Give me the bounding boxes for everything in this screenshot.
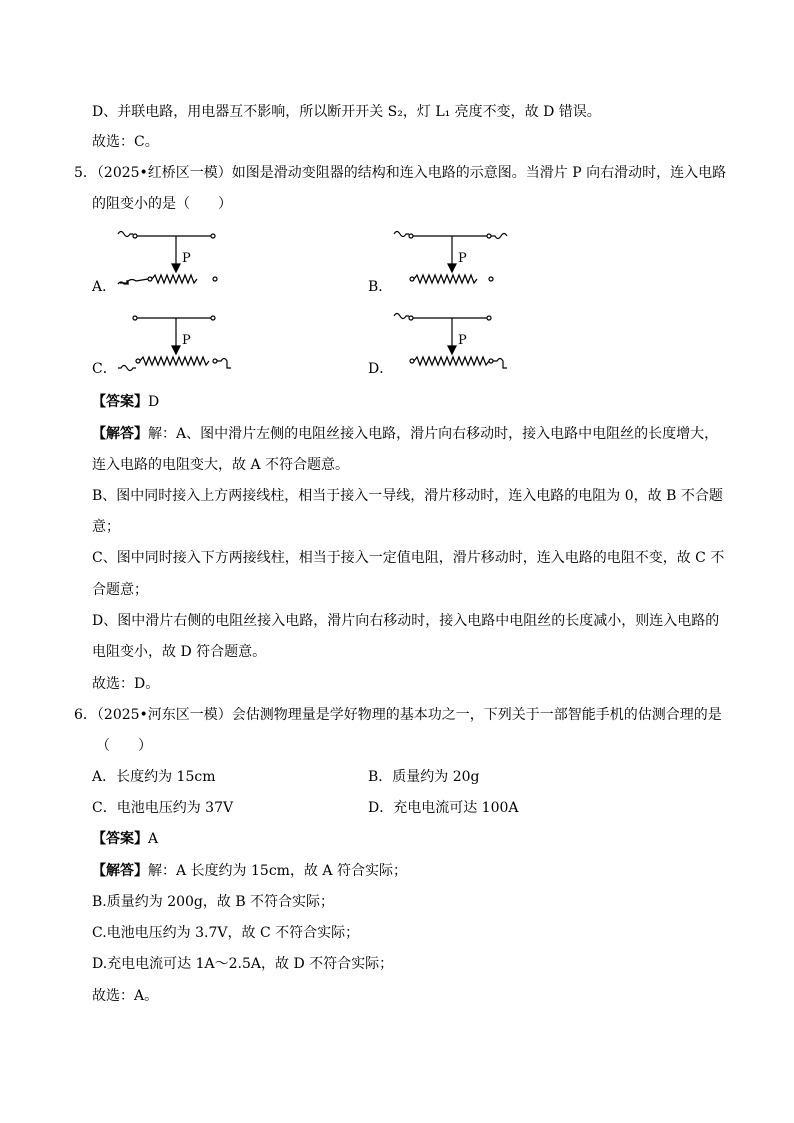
figure-d-label: D． bbox=[368, 361, 394, 377]
solution-line: 故选：D。 bbox=[92, 676, 160, 692]
figure-b-label: B． bbox=[368, 279, 393, 295]
slider-p-label: P bbox=[182, 251, 191, 266]
answer-tag: 【答案】 bbox=[92, 394, 148, 410]
figure-a-label: A． bbox=[92, 279, 117, 295]
option-c: C．电池电压约为 37V bbox=[92, 800, 234, 816]
answer-line bbox=[92, 393, 159, 411]
solution-tag: 【解答】 bbox=[92, 426, 148, 442]
option-a: A．长度约为 15cm bbox=[92, 769, 216, 785]
solution-line: C、图中同时接入下方两接线柱，相当于接入一定值电阻，滑片移动时，连入电路的电阻不变，故 C 不 bbox=[92, 550, 725, 566]
solution-line: C.电池电压约为 3.7V，故 C 不符合实际； bbox=[92, 925, 360, 941]
solution-line bbox=[92, 862, 407, 880]
text-line: D、并联电路，用电器互不影响，所以断开开关 S₂，灯 L₁ 亮度不变，故 D 错误。 bbox=[92, 104, 601, 120]
solution-line: 合题意； bbox=[92, 582, 148, 598]
figure-d-rheostat bbox=[392, 310, 512, 372]
answer-value: A bbox=[148, 831, 159, 847]
answer-value: D bbox=[148, 394, 160, 410]
slider-p-label: P bbox=[458, 251, 467, 266]
option-b: B．质量约为 20g bbox=[368, 769, 480, 785]
solution-line: 连入电路的电阻变大，故 A 不符合题意。 bbox=[92, 457, 350, 473]
solution-line: B.质量约为 200g，故 B 不符合实际； bbox=[92, 894, 335, 910]
slider-p-label: P bbox=[458, 333, 467, 348]
text-line: 故选：C。 bbox=[92, 134, 159, 150]
solution-line: 意； bbox=[92, 519, 120, 535]
solution-line: B、图中同时接入上方两接线柱，相当于接入一导线，滑片移动时，连入电路的电阻为 0，故 B 不合题 bbox=[92, 488, 723, 504]
solution-tag: 【解答】 bbox=[92, 863, 148, 879]
solution-line bbox=[92, 425, 718, 443]
solution-line: D、图中滑片右侧的电阻丝接入电路，滑片向右移动时，接入电路中电阻丝的长度减小，则连入电路的 bbox=[92, 613, 720, 629]
figure-a-rheostat bbox=[116, 228, 226, 290]
answer-tag: 【答案】 bbox=[92, 831, 148, 847]
solution-line: 电阻变小，故 D 符合题意。 bbox=[92, 644, 267, 660]
slider-p-label: P bbox=[182, 333, 191, 348]
figure-c-rheostat bbox=[116, 310, 236, 372]
question-6-title: 6．（2025•河东区一模）会估测物理量是学好物理的基本功之一，下列关于一部智能手机的估测合理的是 bbox=[74, 707, 722, 723]
answer-line bbox=[92, 830, 158, 848]
figure-b-rheostat bbox=[392, 228, 512, 290]
question-6-title-cont: （ ） bbox=[96, 738, 152, 754]
solution-text: 解：A 长度约为 15cm，故 A 符合实际； bbox=[148, 863, 407, 879]
question-5-title-cont: 的阻变小的是（ ） bbox=[92, 196, 232, 212]
solution-line: 故选：A。 bbox=[92, 988, 159, 1004]
figure-c-label: C． bbox=[92, 361, 117, 377]
solution-text: 解：A、图中滑片左侧的电阻丝接入电路，滑片向右移动时，接入电路中电阻丝的长度增大， bbox=[148, 426, 719, 442]
option-d: D．充电电流可达 100A bbox=[368, 800, 519, 816]
solution-line: D.充电电流可达 1A～2.5A，故 D 不符合实际； bbox=[92, 956, 394, 972]
question-5-title: 5．（2025•红桥区一模）如图是滑动变阻器的结构和连入电路的示意图。当滑片 P 向右滑动时，连入电路 bbox=[74, 165, 727, 181]
